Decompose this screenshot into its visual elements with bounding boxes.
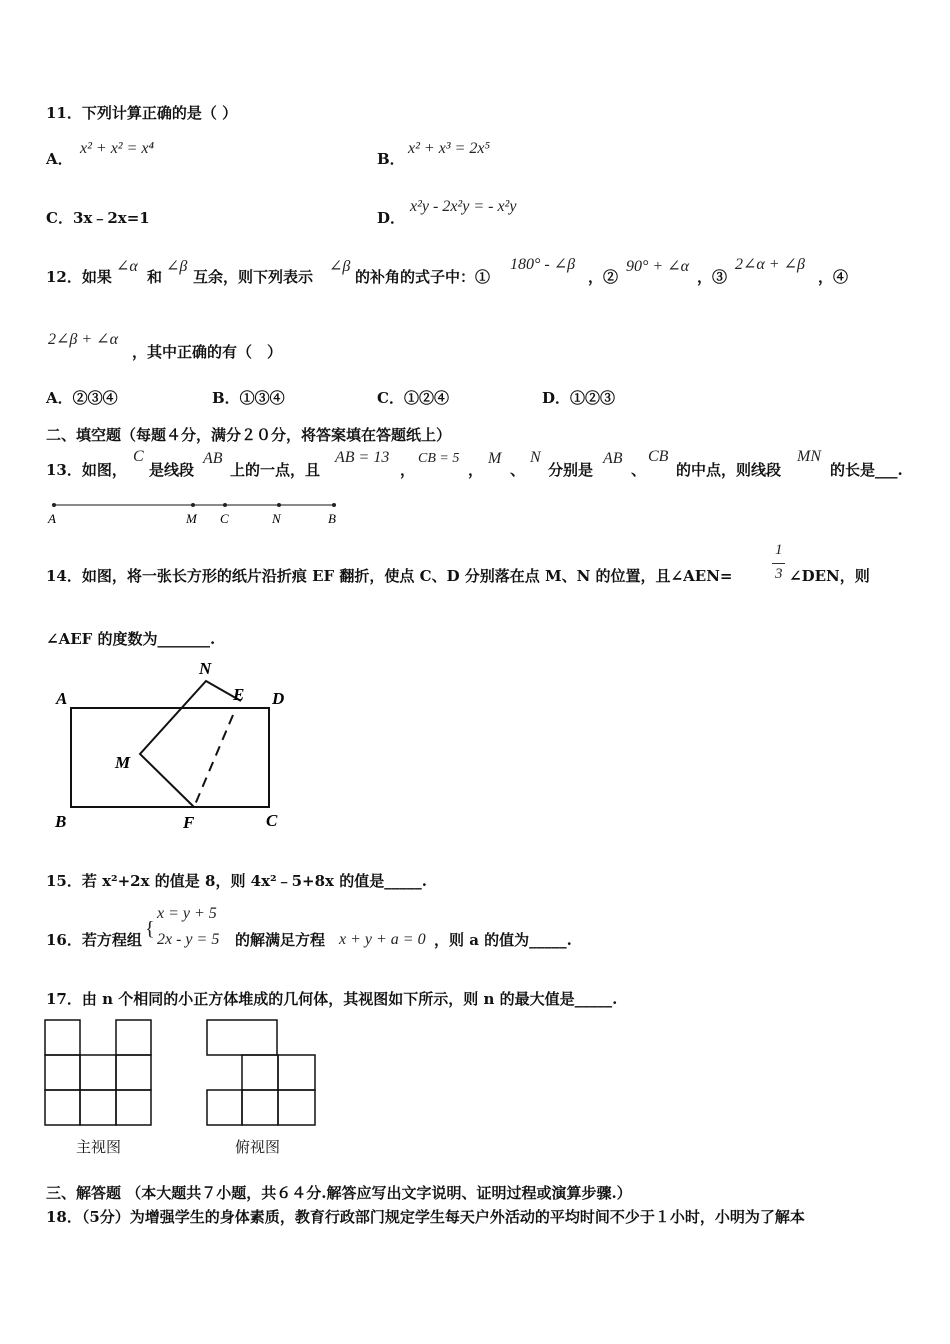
q15-text: 15．若 x²+2x 的值是 8，则 4x²﹣5+8x 的值是_____. [46,872,427,890]
q12-option-c: C．①②④ [377,389,449,407]
q17-top-view [206,1019,318,1127]
q11-stem: 11．下列计算正确的是（ ） [46,104,238,122]
q13-comma1: ， [400,461,416,479]
q13-n: N [530,449,541,466]
q13-mn: MN [797,448,821,465]
q16-part2: 的解满足方程 [235,931,326,949]
label-f: F [183,813,195,832]
point-c-label: C [220,511,229,526]
q17-text: 17．由 n 个相同的小正方体堆成的几何体，其视图如下所示，则 n 的最大值是_____. [46,990,618,1008]
label-e: E [233,685,245,704]
point-m-label: M [186,511,197,526]
q16-part3: ，则 a 的值为_____. [434,931,572,949]
q13-ab2: AB [603,450,623,467]
q12-he: 和 [147,268,163,286]
q12-part3: 的补角的式子中：① [355,268,491,286]
q12-part2: 互余，则下列表示 [193,268,314,286]
q13-part4: 分别是 [548,461,594,479]
q14-line1-end: ∠DEN，则 [789,567,870,585]
q16-brace: { [145,918,155,940]
q14-fold-figure [50,655,300,835]
q13-comma2: ， [468,461,484,479]
point-a-label: A [48,511,56,526]
section-3-heading: 三、解答题 （本大题共７小题，共６４分.解答应写出文字说明、证明过程或演算步骤.） [46,1184,632,1202]
q12-expr-1: 180° - ∠β [510,256,576,273]
q13-ab: AB [203,450,223,467]
q12-c1: ，② [588,268,619,286]
q14-frac-num: 1 [775,542,783,558]
q12-option-a: A．②③④ [46,389,118,407]
q12-beta2: ∠β [329,258,351,275]
section-2-heading: 二、填空题（每题４分，满分２０分，将答案填在答题纸上） [46,426,452,444]
q11-option-b-label: B． [377,150,405,168]
q13-m: M [488,450,502,467]
q12-option-d: D．①②③ [542,389,616,407]
label-n: N [199,659,212,678]
q12-option-b: B．①③④ [212,389,285,407]
q12-tail: ，其中正确的有（ ） [132,343,283,361]
label-c: C [266,811,278,830]
q13-segment-figure [40,495,360,527]
q17-top-view-label: 俯视图 [235,1139,281,1156]
q11-option-d-math: x²y - 2x²y = - x²y [410,198,517,215]
q13-dun2: 、 [631,461,647,479]
q11-option-d-label: D． [377,209,406,227]
q16-eq2: 2x - y = 5 [157,931,220,948]
point-a-dot [52,503,56,507]
q13-cb: CB [648,448,669,465]
q12-c3: ，④ [818,268,849,286]
q13-part1: 13．如图， [46,461,127,479]
q13-part6: 的长是___. [830,461,903,479]
label-a: A [56,689,68,708]
rectangle [71,708,269,807]
q14-frac-den: 3 [775,566,783,582]
label-m: M [115,753,131,772]
folded-part [140,681,241,807]
q13-c: C [133,448,144,465]
q12-expr-3: 2∠α + ∠β [735,256,805,273]
q12-part1: 12．如果 [46,268,112,286]
q18-text: 18．（5分）为增强学生的身体素质，教育行政部门规定学生每天户外活动的平均时间不少于１小时，小明为了解本 [46,1208,805,1226]
q16-part1: 16．若方程组 [46,931,142,949]
q11-option-a-label: A． [46,150,73,168]
point-n-dot [277,503,281,507]
point-c-dot [223,503,227,507]
q13-part2: 是线段 [149,461,195,479]
q12-c2: ，③ [697,268,728,286]
label-b: B [55,812,67,831]
q12-alpha: ∠α [116,258,138,275]
q11-option-b-math: x² + x³ = 2x⁵ [408,140,491,157]
q13-ab-eq: AB = 13 [335,449,390,466]
label-d: D [272,689,285,708]
q12-expr-4: 2∠β + ∠α [48,331,118,348]
q16-equation: x + y + a = 0 [339,931,426,948]
point-b-label: B [328,511,336,526]
q14-line2: ∠AEF 的度数为_______. [46,630,216,648]
point-b-dot [332,503,336,507]
q14-frac-bar [772,563,785,564]
fold-line-ef [194,715,233,807]
point-m-dot [191,503,195,507]
point-n-label: N [272,511,281,526]
q17-front-view-label: 主视图 [76,1139,122,1156]
q17-front-view [44,1019,156,1127]
q14-line1: 14．如图，将一张长方形的纸片沿折痕 EF 翻折，使点 C、D 分别落在点 M、N 的位置，且∠AEN= [46,567,733,585]
q13-dun: 、 [510,461,526,479]
q11-option-c: C．3x﹣2x=1 [46,209,150,227]
q13-part5: 的中点，则线段 [676,461,782,479]
q12-expr-2: 90° + ∠α [626,258,689,275]
q16-eq1: x = y + 5 [157,905,217,922]
q12-beta: ∠β [166,258,188,275]
q11-option-a-math: x² + x² = x⁴ [80,140,155,157]
q13-cb-eq: CB = 5 [418,451,460,466]
q13-part3: 上的一点，且 [230,461,321,479]
